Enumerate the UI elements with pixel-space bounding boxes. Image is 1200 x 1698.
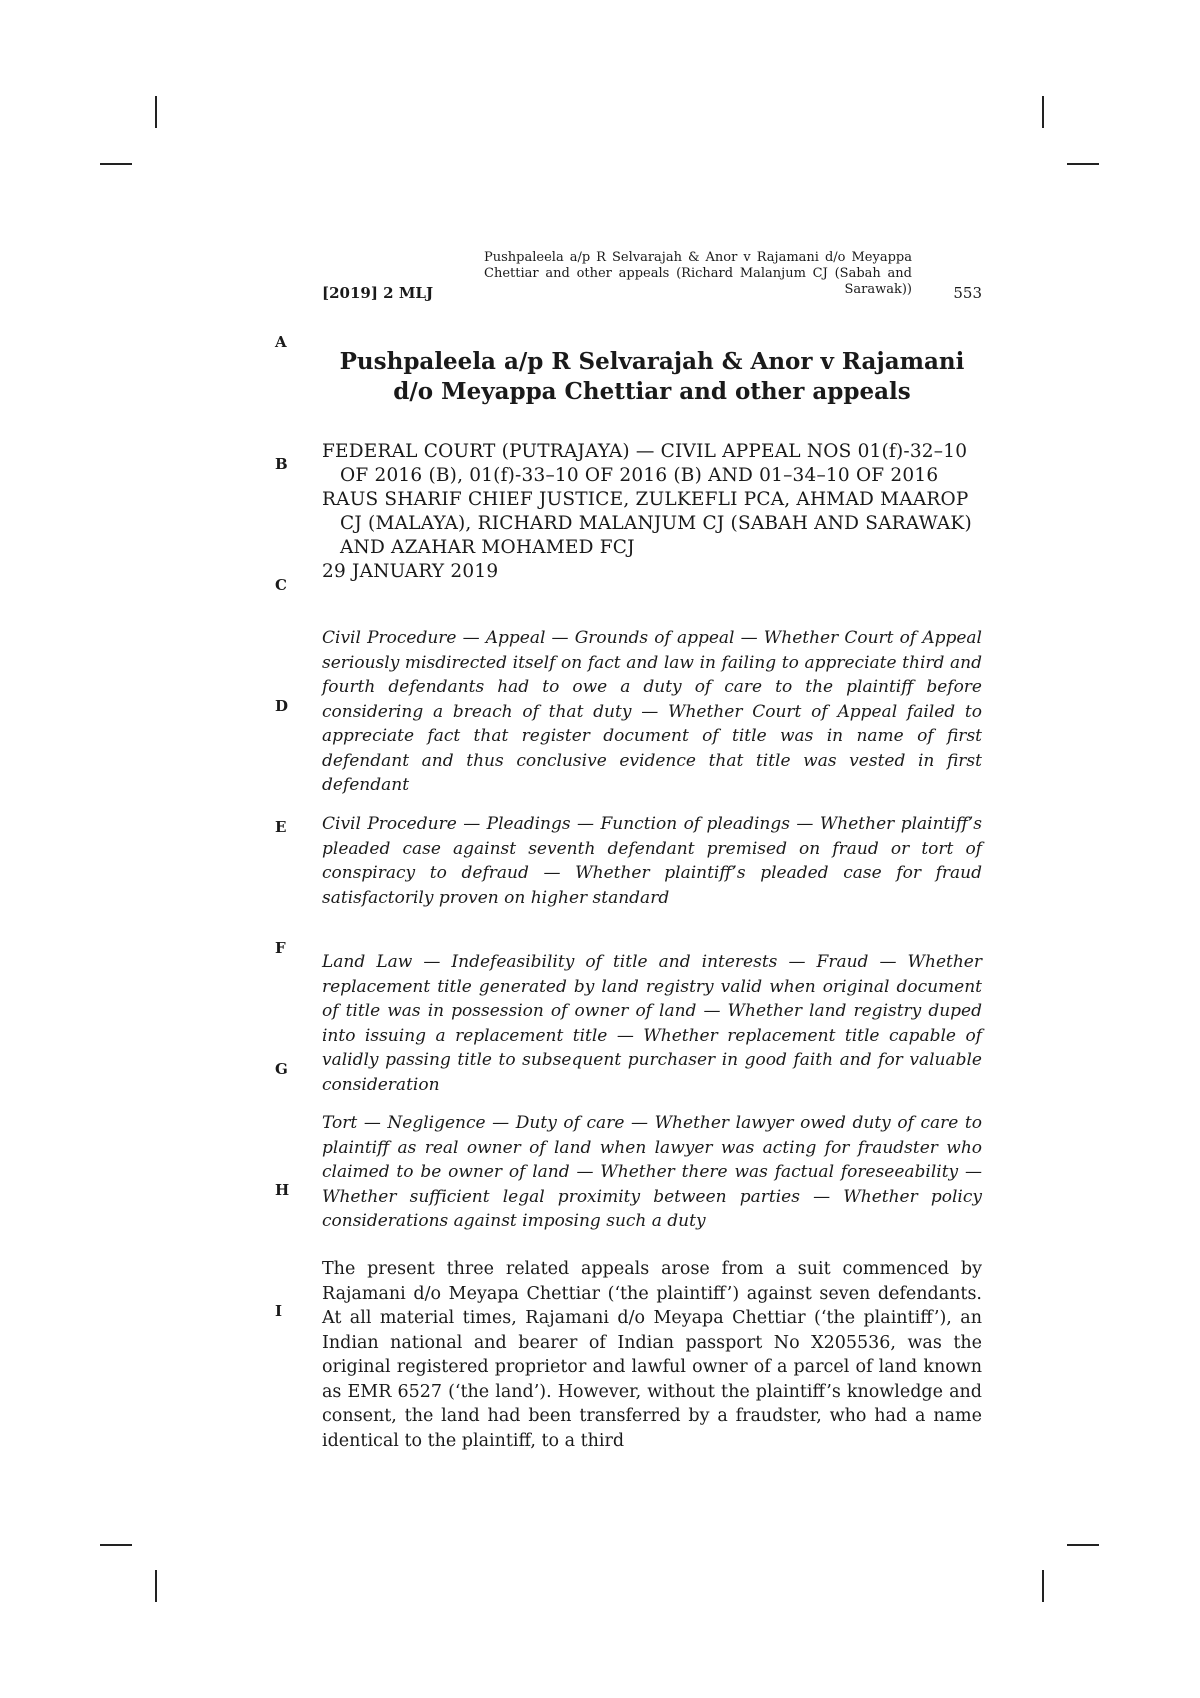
law-report-citation: [2019] 2 MLJ bbox=[322, 284, 434, 302]
crop-mark-top-left-vertical bbox=[155, 96, 157, 128]
crop-mark-bottom-left-vertical bbox=[155, 1570, 157, 1602]
margin-letter: C bbox=[275, 576, 287, 594]
catchword-paragraph: Civil Procedure — Pleadings — Function of pleadings — Whether plaintiff’s pleaded case against seventh defendant premised on fraud or tort of conspiracy to defraud — Whether plaintiff’s pleaded case for fraud satisfactorily proven on higher standard bbox=[322, 814, 982, 908]
decision-date: 29 JANUARY 2019 bbox=[322, 561, 499, 582]
margin-letter: E bbox=[275, 818, 287, 836]
crop-mark-top-right-horizontal bbox=[1067, 163, 1099, 165]
court-and-appeal-numbers: FEDERAL COURT (PUTRAJAYA) — CIVIL APPEAL NOS 01(f)-32–10 OF 2016 (B), 01(f)-33–10 OF 2016 (B) AND 01–34–10 OF 2016 bbox=[322, 441, 968, 486]
crop-mark-top-left-horizontal bbox=[100, 163, 132, 165]
catchword-paragraph: Civil Procedure — Appeal — Grounds of appeal — Whether Court of Appeal seriously misdirected itself on fact and law in failing to appreciate third and fourth defendants had to owe a duty of care to the plaintiff before considering a breach of that duty — Whether Court of Appeal failed to appreciate fact that register document of title was in name of first defendant and thus conclusive evidence that title was vested in first defendant bbox=[322, 628, 982, 795]
headnote-body: The present three related appeals arose from a suit commenced by Rajamani d/o Meyapa Chettiar (‘the plaintiff’) against seven defendants. At all material times, Rajamani d/o Meyapa Chettiar (‘the plaintiff’), an Indian national and bearer of Indian passport No X205536, was the original registered proprietor and lawful owner of a parcel of land known as EMR 6527 (‘the land’). However, without the plaintiff’s knowledge and consent, the land had been transferred by a fraudster, who had a name identical to the plaintiff, to a third bbox=[322, 1259, 982, 1451]
margin-letter: B bbox=[275, 455, 288, 473]
catchword-paragraph: Land Law — Indefeasibility of title and interests — Fraud — Whether replacement title generated by land registry valid when original document of title was in possession of owner of land — Whether land registry duped into issuing a replacement title — Whether replacement title capable of validly passing title to subsequent purchaser in good faith and for valuable consideration bbox=[322, 952, 982, 1095]
margin-letter: I bbox=[275, 1302, 283, 1320]
margin-letter: A bbox=[275, 333, 287, 351]
page-header bbox=[322, 250, 982, 302]
judges-list: RAUS SHARIF CHIEF JUSTICE, ZULKEFLI PCA, AHMAD MAAROP CJ (MALAYA), RICHARD MALANJUM CJ (SABAH AND SARAWAK) AND AZAHAR MOHAMED FCJ bbox=[322, 489, 972, 558]
margin-letter: D bbox=[275, 697, 289, 715]
crop-mark-bottom-right-horizontal bbox=[1067, 1544, 1099, 1546]
crop-mark-bottom-left-horizontal bbox=[100, 1544, 132, 1546]
court-info bbox=[322, 440, 982, 584]
margin-letter: H bbox=[275, 1181, 290, 1199]
crop-mark-top-right-vertical bbox=[1042, 96, 1044, 128]
running-title: Pushpaleela a/p R Selvarajah & Anor v Rajamani d/o Meyappa Chettiar and other appeals (Richard Malanjum CJ (Sabah and Sarawak)) bbox=[484, 250, 912, 297]
crop-mark-bottom-right-vertical bbox=[1042, 1570, 1044, 1602]
page-number: 553 bbox=[953, 284, 982, 302]
catchword-paragraph: Tort — Negligence — Duty of care — Whether lawyer owed duty of care to plaintiff as real owner of land when lawyer was acting for fraudster who claimed to be owner of land — Whether there was factual foreseeability — Whether sufficient legal proximity between parties — Whether policy considerations against imposing such a duty bbox=[322, 1113, 982, 1231]
case-title: Pushpaleela a/p R Selvarajah & Anor v Rajamani d/o Meyappa Chettiar and other appeals bbox=[339, 348, 965, 406]
margin-letter: G bbox=[275, 1060, 288, 1078]
margin-letter: F bbox=[275, 939, 286, 957]
